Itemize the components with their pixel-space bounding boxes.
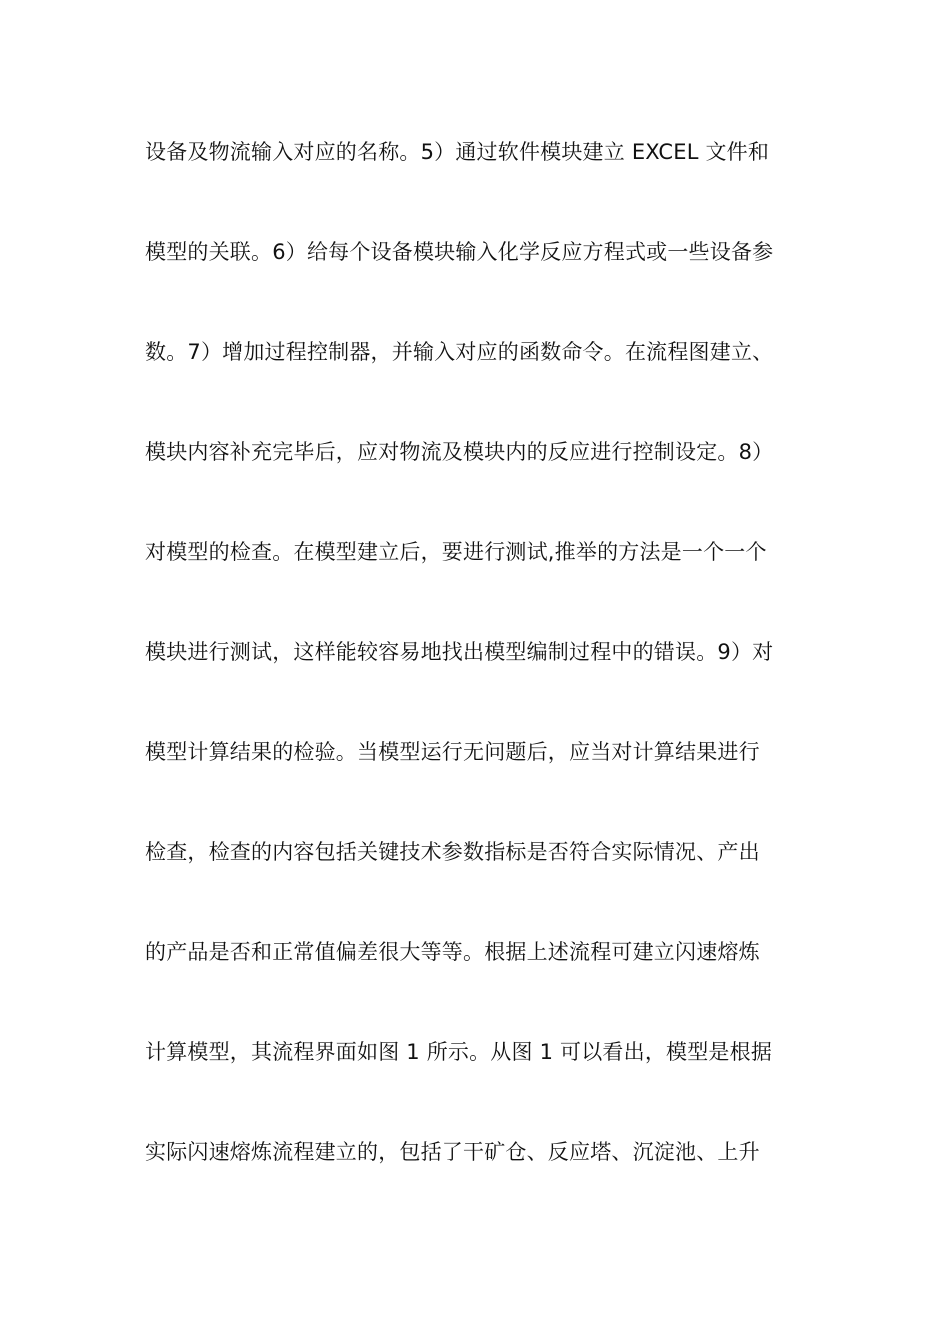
text-line-10: 计算模型，其流程界面如图 1 所示。从图 1 可以看出，模型是根据: [145, 1040, 773, 1064]
text-line-7: 模型计算结果的检验。当模型运行无问题后，应当对计算结果进行: [145, 740, 760, 764]
text-line-1: 设备及物流输入对应的名称。5）通过软件模块建立 EXCEL 文件和: [145, 140, 770, 164]
body-text: [145, 128, 815, 1228]
text-line-11: 实际闪速熔炼流程建立的，包括了干矿仓、反应塔、沉淀池、上升: [145, 1140, 760, 1164]
text-line-3: 数。7）增加过程控制器，并输入对应的函数命令。在流程图建立、: [145, 340, 774, 364]
text-line-8: 检查，检查的内容包括关键技术参数指标是否符合实际情况、产出: [145, 840, 760, 864]
text-line-6: 模块进行测试，这样能较容易地找出模型编制过程中的错误。9）对: [145, 640, 774, 664]
text-line-9: 的产品是否和正常值偏差很大等等。根据上述流程可建立闪速熔炼: [145, 940, 760, 964]
text-line-4: 模块内容补充完毕后，应对物流及模块内的反应进行控制设定。8）: [145, 440, 774, 464]
text-line-2: 模型的关联。6）给每个设备模块输入化学反应方程式或一些设备参: [145, 240, 774, 264]
text-line-5: 对模型的检查。在模型建立后，要进行测试,推举的方法是一个一个: [145, 540, 767, 564]
